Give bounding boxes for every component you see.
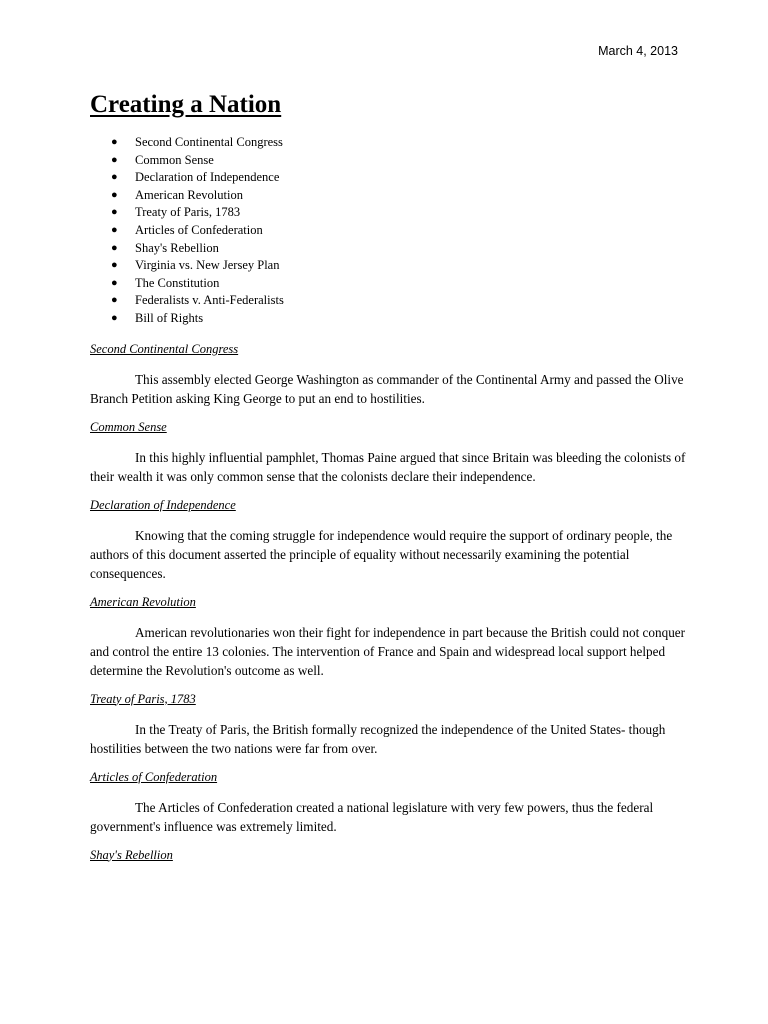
bullet-icon: ● [111, 171, 118, 184]
list-item-label: American Revolution [135, 187, 243, 202]
section-heading: Second Continental Congress [90, 341, 239, 356]
bullet-icon: ● [111, 276, 118, 289]
list-item-label: Treaty of Paris, 1783 [135, 205, 241, 220]
list-item-label: The Constitution [135, 275, 220, 290]
document-date: March 4, 2013 [598, 44, 678, 58]
bullet-icon: ● [111, 241, 118, 254]
section-paragraph: American revolutionaries won their fight for independence in part because the British could not conquer and control the entire 13 colonies. The intervention of France and Spain and widespread local support helped determine the Revolution's outcome as well. [90, 624, 686, 678]
section-common-sense [90, 419, 690, 486]
list-item-label: Articles of Confederation [135, 222, 263, 237]
topic-list [90, 134, 690, 328]
list-item [90, 152, 690, 170]
bullet-icon: ● [111, 311, 118, 324]
bullet-icon: ● [111, 223, 118, 236]
list-item [90, 169, 690, 187]
document-body [90, 88, 690, 864]
list-item-label: Federalists v. Anti-Federalists [135, 293, 284, 308]
list-item [90, 257, 690, 275]
bullet-icon: ● [111, 136, 118, 148]
section-articles-of-confederation [90, 769, 690, 836]
bullet-icon: ● [111, 206, 118, 219]
section-shays-rebellion [90, 847, 690, 864]
list-item [90, 204, 690, 222]
list-item [90, 310, 690, 328]
section-paragraph: Knowing that the coming struggle for independence would require the support of ordinary people, the authors of this document asserted the principle of equality without necessarily examining the potential consequences. [90, 527, 673, 581]
section-treaty-of-paris [90, 691, 690, 758]
list-item [90, 134, 690, 152]
section-american-revolution [90, 594, 690, 680]
list-item [90, 275, 690, 293]
section-declaration-of-independence [90, 497, 690, 583]
list-item-label: Virginia vs. New Jersey Plan [135, 258, 280, 273]
page-title: Creating a Nation [90, 91, 282, 118]
section-heading: Declaration of Independence [90, 497, 236, 512]
list-item [90, 240, 690, 258]
bullet-icon: ● [111, 153, 118, 166]
section-second-continental-congress [90, 341, 690, 408]
list-item-label: Common Sense [135, 152, 214, 167]
bullet-icon: ● [111, 188, 118, 201]
bullet-icon: ● [111, 259, 118, 272]
list-item [90, 222, 690, 240]
section-heading: Common Sense [90, 419, 167, 434]
list-item-label: Second Continental Congress [135, 135, 283, 149]
section-paragraph: This assembly elected George Washington as commander of the Continental Army and passed the Olive Branch Petition asking King George to put an end to hostilities. [90, 371, 684, 406]
section-heading: Shay's Rebellion [90, 847, 173, 862]
list-item-label: Shay's Rebellion [135, 240, 219, 255]
list-item-label: Declaration of Independence [135, 170, 280, 185]
section-paragraph: In the Treaty of Paris, the British formally recognized the independence of the United States- though hostilities between the two nations were far from over. [90, 721, 666, 756]
section-heading: American Revolution [90, 594, 196, 609]
section-paragraph: The Articles of Confederation created a national legislature with very few powers, thus the federal government's influence was extremely limited. [90, 799, 654, 834]
bullet-icon: ● [111, 294, 118, 307]
list-item-label: Bill of Rights [135, 310, 204, 325]
list-item [90, 187, 690, 205]
section-heading: Articles of Confederation [90, 769, 218, 784]
section-heading: Treaty of Paris, 1783 [90, 691, 196, 706]
section-paragraph: In this highly influential pamphlet, Thomas Paine argued that since Britain was bleeding the colonists of their wealth it was only common sense that the colonists declare their independence. [90, 449, 686, 484]
list-item [90, 292, 690, 310]
